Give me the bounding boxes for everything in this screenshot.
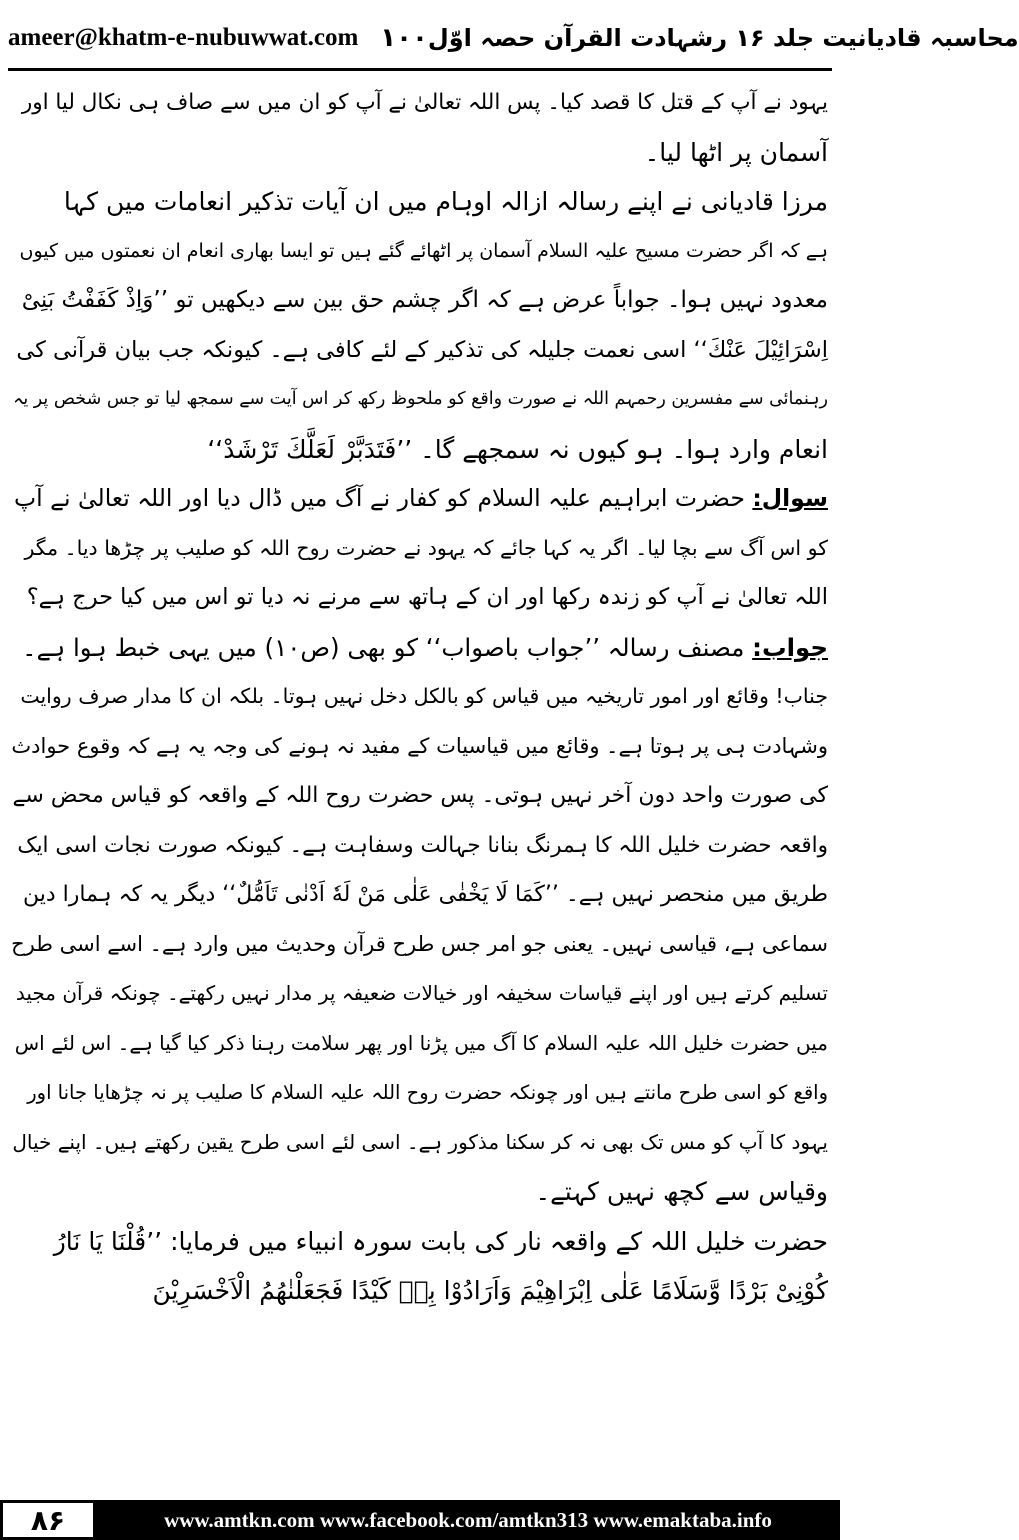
text-line: رہنمائی سے مفسرین رحمہم اللہ نے صورت واقع کو ملحوظ رکھ کر اس آیت سے سمجھ لیا تو جس شخص پر یہ <box>13 389 828 409</box>
question-label: سوال: <box>752 484 828 512</box>
text-line: میں حضرت خلیل اللہ علیہ السلام کا آگ میں پڑنا اور پھر سلامت رہنا ذکر کیا گیا ہے۔ اس لئے اس <box>14 1030 828 1055</box>
body-text <box>12 78 828 1496</box>
header-title-group <box>358 23 1018 53</box>
text-line: کی صورت واحد دون آخر نہیں ہوتی۔ پس حضرت روح اللہ کے واقعہ کو قیاس محض سے <box>12 783 828 808</box>
text-line: انعام وارد ہوا۔ ہو کیوں نہ سمجھے گا۔ ’’فَتَدَبَّرْ لَعَلَّكَ تَرْشَدْ‘‘ <box>207 434 828 464</box>
text-line: وقیاس سے کچھ نہیں کہتے۔ <box>535 1177 828 1206</box>
answer-line: جواب: مصنف رسالہ ’’جواب باصواب‘‘ کو بھی (ص۱۰) میں یہی خبط ہوا ہے۔ <box>22 632 828 662</box>
text-line: واقعہ حضرت خلیل اللہ کا ہمرنگ بنانا جہالت وسفاہت ہے۔ کیونکہ صورت نجات اسی ایک <box>17 832 828 858</box>
text-line: یہود نے آپ کے قتل کا قصد کیا۔ پس اللہ تعالیٰ نے آپ کو ان میں سے صاف ہی نکال لیا اور <box>21 90 828 115</box>
answer-label: جواب: <box>752 632 828 662</box>
text-line: یہود کا آپ کو مس تک بھی نہ کر سکنا مذکور ہے۔ اسی لئے اسی طرح یقین رکھتے ہیں۔ اپنے خیال <box>12 1129 828 1154</box>
question-line: سوال: حضرت ابراہیم علیہ السلام کو کفار نے آگ میں ڈال دیا اور اللہ تعالیٰ نے آپ <box>14 484 828 512</box>
text-line: سماعی ہے، قیاسی نہیں۔ یعنی جو امر جس طرح قرآن وحدیث میں وارد ہے۔ اسے اسی طرح <box>11 931 828 956</box>
text-line: کو اس آگ سے بچا لیا۔ اگر یہ کہا جائے کہ یہود نے حضرت روح اللہ کو صلیب پر چڑھا دیا۔ مگر <box>24 535 828 560</box>
text-line: حضرت خلیل اللہ کے واقعہ نار کی بابت سورہ انبیاء میں فرمایا: ’’قُلْنَا يَا نَارُ <box>53 1226 828 1256</box>
text-line: مرزا قادیانی نے اپنے رسالہ ازالہ اوہام میں ان آیات تذکیر انعامات میں کہا <box>63 187 828 216</box>
text-line: ہے کہ اگر حضرت مسیح علیہ السلام آسمان پر اٹھائے گئے ہیں تو ایسا بھاری انعام ان نعمتوں میں کیوں <box>19 239 828 262</box>
text-line: جناب! وقائع اور امور تاریخیہ میں قیاس کو بالکل دخل نہیں ہوتا۔ بلکہ ان کا مدار صرف روایت <box>20 684 828 708</box>
footer-page-number: ۸۶ <box>0 1500 96 1540</box>
text-line: تسلیم کرتے ہیں اور اپنے قیاسات سخیفہ اور خیالات ضعیفہ پر مدار نہیں رکھتے۔ چونکہ قرآن مجید <box>15 981 828 1005</box>
page-footer <box>0 1500 840 1540</box>
text-line: اللہ تعالیٰ نے آپ کو زندہ رکھا اور ان کے ہاتھ سے مرنے نہ دیا تو اس میں کیا حرج ہے؟ <box>26 584 828 610</box>
header-email: ameer@khatm-e-nubuwwat.com <box>8 24 359 51</box>
text-line: آسمان پر اٹھا لیا۔ <box>644 137 828 167</box>
text-line: واقع کو اسی طرح مانتے ہیں اور چونکہ حضرت روح اللہ علیہ السلام کا صلیب پر نہ چڑھایا جانا اور <box>27 1081 828 1104</box>
text-line: اِسْرَائِیْلَ عَنْكَ‘‘ اسی نعمت جلیلہ کی تذکیر کے لئے کافی ہے۔ کیونکہ جب بیان قرآنی کی <box>16 336 828 363</box>
page-header <box>8 8 1019 71</box>
text-line: معدود نہیں ہوا۔ جواباً عرض ہے کہ اگر چشم حق بین سے دیکھیں تو ’’وَاِذْ كَفَفْتُ بَنِیْ <box>21 287 828 313</box>
header-page-number: ١٠٠ <box>380 23 428 53</box>
footer-links: www.amtkn.com www.facebook.com/amtkn313 www.emaktaba.info <box>164 1507 772 1532</box>
text-line: طریق میں منحصر نہیں ہے۔ ’’كَمَا لَا يَخْفٰى عَلٰى مَنْ لَهٗ اَدْنٰى تَاَمُّلٌ‘‘ دیگر یہ کہ ہمارا دین <box>22 882 828 907</box>
book-title: محاسبہ قادیانیت جلد ۱۶ رشہادت القرآن حصہ اوّل <box>427 24 1019 52</box>
text-line: وشہادت ہی پر ہوتا ہے۔ وقائع میں قیاسیات کے مفید نہ ہونے کی وجہ یہ ہے کہ وقوع حوادث <box>11 733 828 758</box>
quran-verse-line: كُوْنِیْ بَرْدًا وَّسَلَامًا عَلٰى اِبْرَاهِيْمَ وَاَرَادُوْا بِهٖ كَيْدًا فَجَعَلْنٰهُمُ الْاَخْسَرِيْنَ <box>152 1276 828 1305</box>
